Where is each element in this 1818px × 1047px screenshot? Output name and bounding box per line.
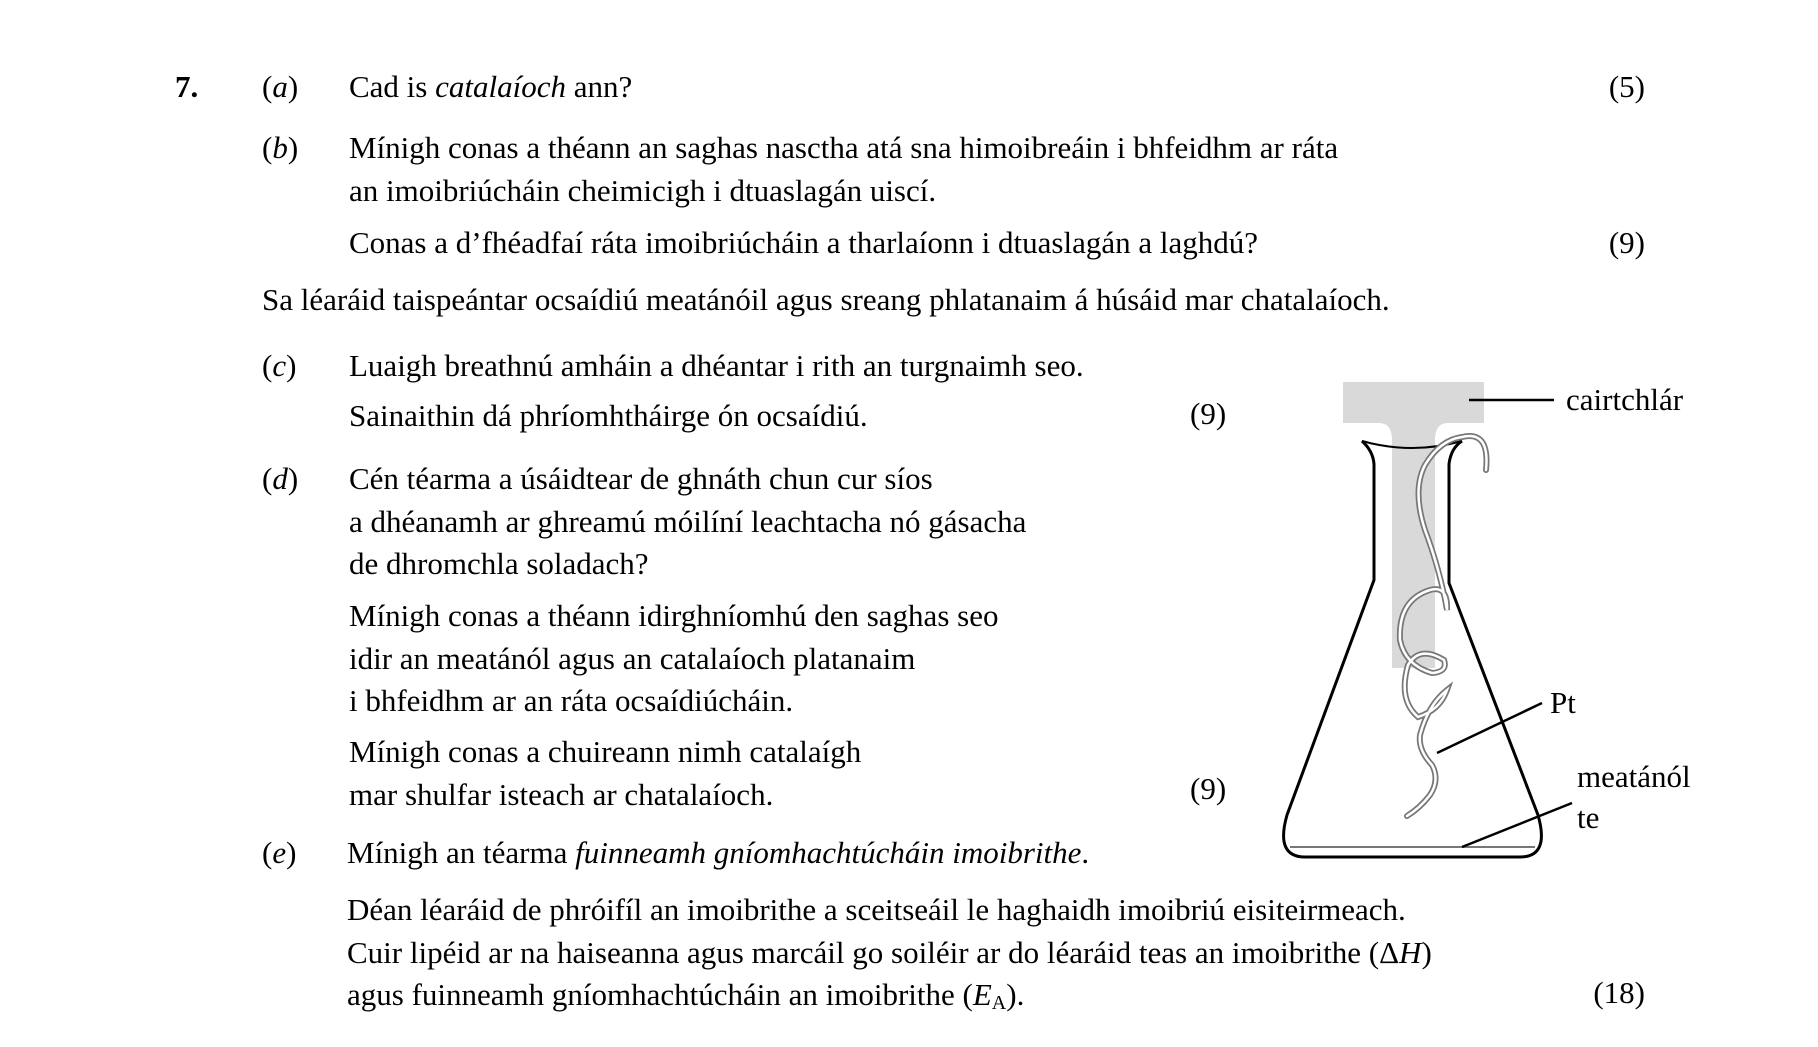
part-b-line-1: Mínigh conas a théann an saghas nasctha atá sna himoibreáin i bhfeidhm ar ráta [349, 130, 1339, 165]
part-b-label: (b) [262, 130, 299, 165]
cardboard-card [1343, 382, 1484, 668]
delta-h-symbol: ΔH [1379, 935, 1422, 970]
part-d-line-6: i bhfeidhm ar an ráta ocsaídiúcháin. [349, 683, 794, 718]
part-e-line-2: Déan léaráid de phróifíl an imoibrithe a sceitseáil le haghaidh imoibriú eisiteirmeach. [347, 892, 1406, 927]
part-b-line-2: an imoibriúcháin cheimicigh i dtuaslagán uiscí. [349, 173, 937, 208]
part-d-line-7: Mínigh conas a chuireann nimh catalaígh [349, 734, 862, 769]
part-c-line-1: Luaigh breathnú amháin a dhéantar i rith an turgnaimh seo. [349, 348, 1084, 383]
label-platinum: Pt [1550, 685, 1576, 720]
part-c-line-2: Sainaithin dá phríomhtháirge ón ocsaídiú. [349, 398, 868, 433]
part-a-label: (a) [262, 69, 299, 104]
label-methanol: meatánól [1577, 759, 1691, 794]
question-number: 7. [175, 69, 199, 104]
diagram-intro: Sa léaráid taispeántar ocsaídiú meatánóil agus sreang phlatanaim á húsáid mar chatalaíoch. [262, 282, 1390, 317]
part-d-marks: (9) [1190, 771, 1227, 806]
label-cardboard: cairtchlár [1566, 382, 1684, 417]
part-e-line-3: Cuir lipéid ar na haiseanna agus marcáil go soiléir ar do léaráid teas an imoibrithe (ΔH) [347, 935, 1432, 970]
part-e-label: (e) [262, 835, 297, 870]
part-d-line-5: idir an meatánól agus an catalaíoch platanaim [349, 641, 916, 676]
activation-energy-symbol: E [972, 977, 992, 1012]
part-c-label: (c) [262, 348, 297, 383]
label-hot: te [1577, 800, 1600, 835]
part-d-label: (d) [262, 461, 299, 496]
part-d-line-8: mar shulfar isteach ar chatalaíoch. [349, 777, 774, 812]
part-b-line-3: Conas a d’fhéadfaí ráta imoibriúcháin a tharlaíonn i dtuaslagán a laghdú? [349, 225, 1258, 260]
part-d-line-2: a dhéanamh ar ghreamú móilíní leachtacha nó gásacha [349, 504, 1027, 539]
part-e-line-1: Mínigh an téarma fuinneamh gníomhachtúcháin imoibrithe. [347, 835, 1090, 870]
pt-leader-line [1437, 703, 1542, 753]
part-a-text: Cad is catalaíoch ann? [349, 69, 633, 104]
part-e-marks: (18) [1593, 975, 1645, 1010]
part-d-line-1: Cén téarma a úsáidtear de ghnáth chun cur síos [349, 461, 933, 496]
part-d-line-4: Mínigh conas a théann idirghníomhú den saghas seo [349, 598, 999, 633]
part-c-marks: (9) [1190, 396, 1227, 431]
part-e-line-4: agus fuinneamh gníomhachtúcháin an imoibrithe $(E_A)$. [347, 977, 1025, 1014]
part-d-line-3: de dhromchla soladach? [349, 546, 649, 581]
methanol-leader-line [1462, 803, 1572, 847]
part-a-marks: (5) [1608, 69, 1645, 104]
part-b-marks: (9) [1608, 225, 1645, 260]
